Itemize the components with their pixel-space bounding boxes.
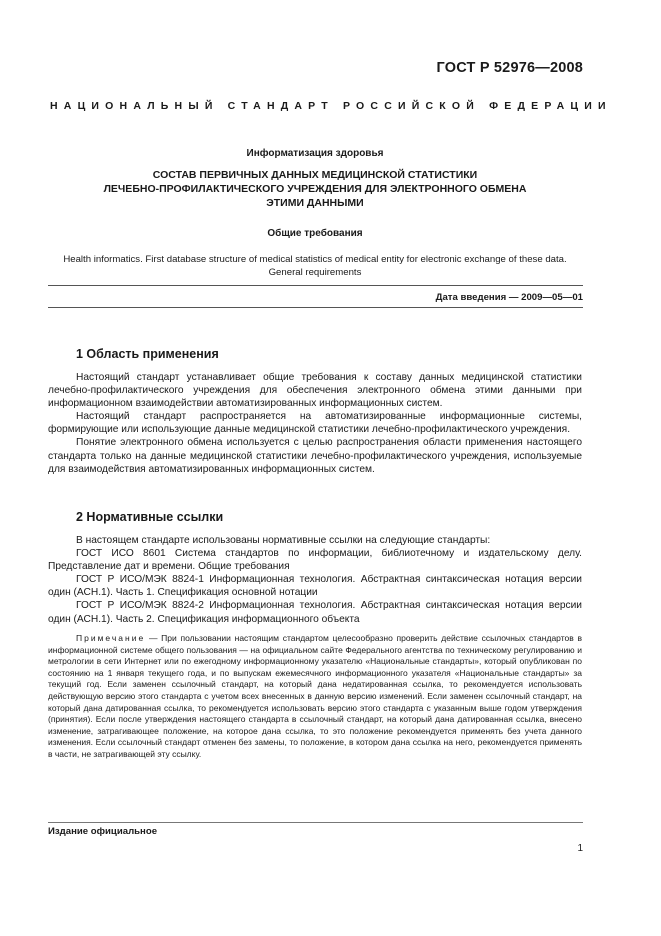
paragraph: ГОСТ Р ИСО/МЭК 8824-2 Информационная технология. Абстрактная синтаксическая нотация версии один (АСН.1). Часть 2. Спецификация информационного объекта bbox=[48, 600, 582, 625]
document-title bbox=[50, 168, 580, 210]
section-2-body bbox=[48, 534, 582, 626]
paragraph: Настоящий стандарт устанавливает общие требования к составу данных медицинской статистики лечебно-профилактического учреждения для обеспечения электронного обмена этими данными при информационном взаимодействии автоматизированных информационных систем. bbox=[48, 372, 582, 410]
section-1-body bbox=[48, 371, 582, 476]
note-label: Примечание bbox=[76, 633, 146, 643]
paragraph: ГОСТ Р ИСО/МЭК 8824-1 Информационная технология. Абстрактная синтаксическая нотация версии один (АСН.1). Часть 1. Спецификация основной нотации bbox=[48, 574, 582, 599]
section-2-heading: 2 Нормативные ссылки bbox=[76, 510, 224, 524]
introduction-date: Дата введения — 2009—05—01 bbox=[435, 292, 583, 303]
english-title bbox=[40, 253, 590, 279]
national-standard-heading: НАЦИОНАЛЬНЫЙ СТАНДАРТ РОССИЙСКОЙ ФЕДЕРАЦИИ bbox=[50, 100, 612, 112]
paragraph: ГОСТ ИСО 8601 Система стандартов по информации, библиотечному и издательскому делу. Представление дат и времени. Общие требования bbox=[48, 548, 582, 573]
divider bbox=[48, 285, 583, 286]
english-title-line: Health informatics. First database structure of medical statistics of medical entity for electronic exchange of these data. bbox=[63, 254, 567, 265]
document-code: ГОСТ Р 52976—2008 bbox=[436, 60, 583, 76]
subject-heading: Информатизация здоровья bbox=[246, 148, 384, 159]
paragraph: Настоящий стандарт распространяется на автоматизированные информационные системы, формирующие или использующие данные медицинской статистики лечебно-профилактического учреждения. bbox=[48, 411, 582, 436]
edition-label: Издание официальное bbox=[48, 826, 158, 837]
section-1-heading: 1 Область применения bbox=[76, 347, 219, 361]
title-line: ЭТИМИ ДАННЫМИ bbox=[266, 197, 364, 209]
paragraph: Понятие электронного обмена используется с целью распространения области применения настоящего стандарта только на данные медицинской статистики лечебно-профилактического учреждения, используемые для взаимодействия автоматизированных информационных систем. bbox=[48, 437, 582, 475]
english-title-line: General requirements bbox=[268, 267, 362, 278]
divider bbox=[48, 822, 583, 823]
title-line: ЛЕЧЕБНО-ПРОФИЛАКТИЧЕСКОГО УЧРЕЖДЕНИЯ ДЛЯ ЭЛЕКТРОННОГО ОБМЕНА bbox=[103, 183, 527, 195]
divider bbox=[48, 307, 583, 308]
page-number: 1 bbox=[577, 843, 583, 854]
note-text: — При пользовании настоящим стандартом целесообразно проверить действие ссылочных стандартов в информационной системе общего пользования — на официальном сайте Федерального агентства по техническому регулированию и метрологии в сети Интернет или по ежегодному информационному указателю «Национальные стандарты», который опубликован по состоянию на 1 января текущего года, и по выпускам ежемесячного информационного указателя «Национальные стандарты» за текущий год. Если заменен ссылочный стандарт, на который дана недатированная ссылка, то рекомендуется использовать действующую версию этого стандарта с учетом всех внесенных в данную версию изменений. Если заменен ссылочный стандарт, на который дана датированная ссылка, то рекомендуется использовать версию этого стандарта с указанным выше годом утверждения (принятия). Если после утверждения настоящего стандарта в ссылочный стандарт, на который дана датированная ссылка, внесено изменение, затрагивающее положение, на которое дана ссылка, то это положение рекомендуется применять без учета данного изменения. Если ссылочный стандарт отменен без замены, то положение, в котором дана ссылка на него, рекомендуется применять в части, не затрагивающей эту ссылку. bbox=[48, 633, 582, 759]
note-block bbox=[48, 633, 582, 761]
document-subtitle: Общие требования bbox=[267, 228, 363, 239]
paragraph: В настоящем стандарте использованы нормативные ссылки на следующие стандарты: bbox=[76, 535, 491, 546]
title-line: СОСТАВ ПЕРВИЧНЫХ ДАННЫХ МЕДИЦИНСКОЙ СТАТИСТИКИ bbox=[152, 169, 478, 181]
